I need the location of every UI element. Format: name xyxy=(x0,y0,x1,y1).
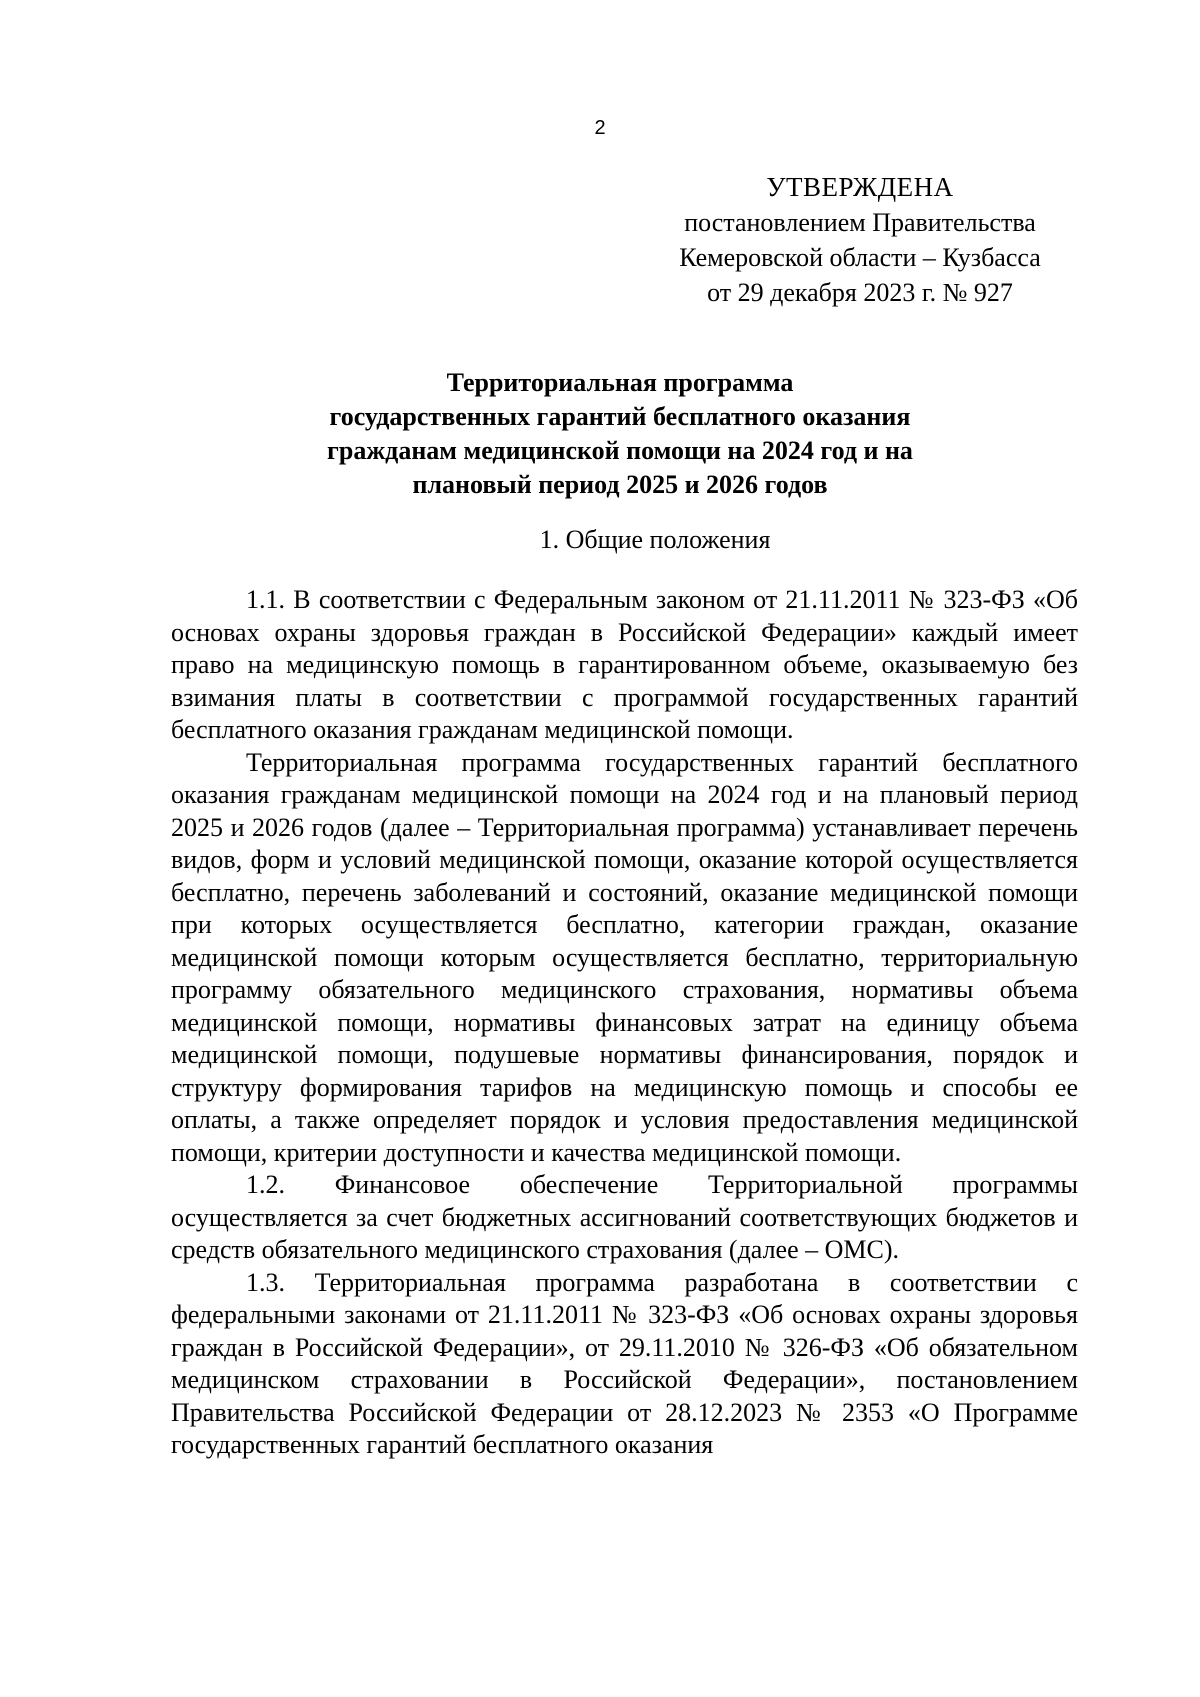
approval-line-date: от 29 декабря 2023 г. № 927 xyxy=(707,278,1013,307)
section-heading: 1. Общие положения xyxy=(539,525,771,554)
title-line-1: Территориальная программа xyxy=(446,368,794,397)
paragraph-program-scope: Территориальная программа государственных гарантий бесплатного оказания гражданам медицинской помощи на 2024 год и на плановый период 2025 и 2026 годов (далее – Территориальная программа) устанавливает перечень видов, форм и условий медицинской помощи, оказание которой осуществляется бесплатно, перечень заболеваний и состояний, оказание медицинской помощи при которых осуществляется бесплатно, категории граждан, оказание медицинской помощи которым осуществляется бесплатно, территориальную программу обязательного медицинского страхования, нормативы объема медицинской помощи, нормативы финансовых затрат на единицу объема медицинской помощи, подушевые нормативы финансирования, порядок и структуру формирования тарифов на медицинскую помощь и способы ее оплаты, а также определяет порядок и условия предоставления медицинской помощи, критерии доступности и качества медицинской помощи. xyxy=(171,747,1078,1167)
document-title xyxy=(160,366,1080,502)
approval-line-region: Кемеровской области – Кузбасса xyxy=(679,243,1041,272)
title-line-3: гражданам медицинской помощи на 2024 год и на xyxy=(327,436,913,465)
title-line-4: плановый период 2025 и 2026 годов xyxy=(412,470,828,499)
paragraph-1-1: 1.1. В соответствии с Федеральным законом от 21.11.2011 № 323-ФЗ «Об основах охраны здоровья граждан в Российской Федерации» каждый имеет право на медицинскую помощь в гарантированном объеме, оказываемую без взимания платы в соответствии с программой государственных гарантий бесплатного оказания гражданам медицинской помощи. xyxy=(171,585,1078,744)
body-text xyxy=(171,584,1078,1462)
page-number: 2 xyxy=(594,117,606,139)
paragraph-1-3: 1.3. Территориальная программа разработана в соответствии с федеральными законами от 21.11.2011 № 323-ФЗ «Об основах охраны здоровья граждан в Российской Федерации», от 29.11.2010 № 326-ФЗ «Об обязательном медицинском страховании в Российской Федерации», постановлением Правительства Российской Федерации от 28.12.2023 № 2353 «О Программе государственных гарантий бесплатного оказания xyxy=(171,1267,1078,1459)
approval-heading: УТВЕРЖДЕНА xyxy=(766,172,954,202)
paragraph-1-2: 1.2. Финансовое обеспечение Территориальной программы осуществляется за счет бюджетных ассигнований соответствующих бюджетов и средств обязательного медицинского страхования (далее – ОМС). xyxy=(171,1170,1078,1264)
approval-line-decree: постановлением Правительства xyxy=(684,208,1036,237)
approval-stamp-block xyxy=(650,170,1070,310)
title-line-2: государственных гарантий бесплатного оказания xyxy=(329,402,911,431)
